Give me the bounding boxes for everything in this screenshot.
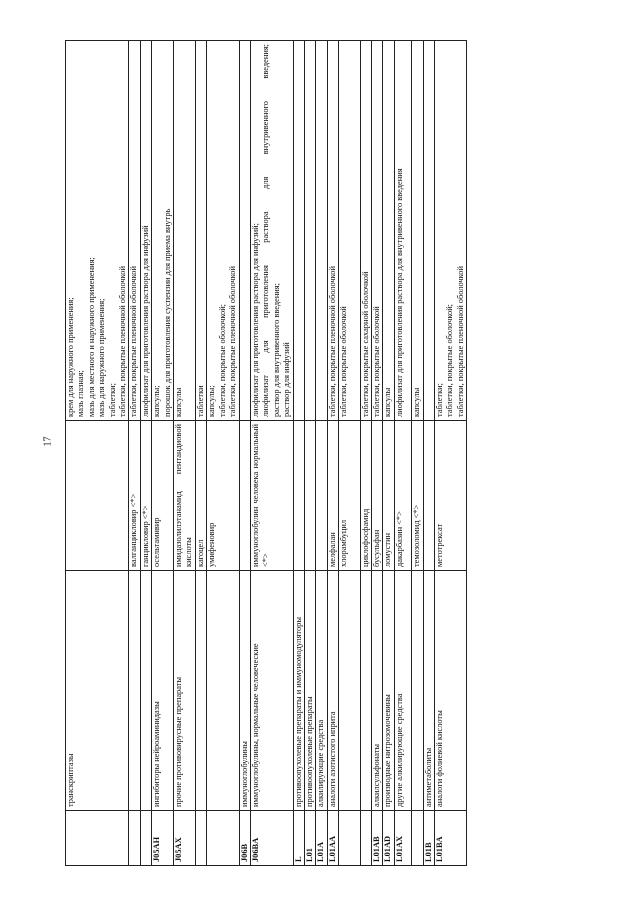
dosage-form-line: таблетки, покрытые оболочкой;: [217, 303, 227, 417]
table-body: [66, 41, 467, 866]
dosage-form-line: лиофилизат для приготовления раствора для инфузий;: [250, 223, 260, 417]
atc-code-cell: [207, 811, 239, 866]
group-name-cell: [360, 571, 371, 811]
drug-name-cell: [293, 421, 304, 571]
drug-name-cell: метотрексат: [435, 421, 467, 571]
dosage-forms-cell: [371, 41, 382, 421]
dosage-forms-cell: [140, 41, 151, 421]
drug-name-cell: [316, 421, 327, 571]
group-name-cell: антиметаболиты: [423, 571, 434, 811]
drug-name-cell: темозоломид <*>: [412, 421, 423, 571]
atc-code-cell: J06BA: [250, 811, 293, 866]
dosage-forms-cell: [339, 41, 360, 421]
group-name-cell: аналоги фолиевой кислоты: [435, 571, 467, 811]
atc-code-cell: L: [293, 811, 304, 866]
group-name-cell: иммуноглобулины: [239, 571, 250, 811]
dosage-form-line: лиофилизат для приготовления раствора для внутривенного введения: [394, 168, 404, 417]
dosage-form-line: капсулы;: [207, 385, 217, 417]
dosage-form-line: таблетки: [195, 385, 205, 417]
dosage-form-line: таблетки, покрытые оболочкой: [339, 306, 349, 417]
group-name-cell: иммуноглобулины, нормальные человеческие: [250, 571, 293, 811]
dosage-forms-cell: [174, 41, 196, 421]
dosage-form-line: лиофилизат для приготовления раствора для инфузий: [140, 225, 150, 417]
dosage-form-line: капсулы: [412, 387, 422, 417]
page-number: 17: [42, 436, 54, 447]
dosage-form-line: мазь глазная;: [76, 370, 86, 417]
atc-code-cell: [66, 811, 129, 866]
dosage-form-line: таблетки, покрытые пленочной оболочкой: [118, 266, 128, 417]
table-row: [250, 41, 293, 866]
dosage-forms-cell: [394, 41, 411, 421]
dosage-form-line: раствор для инфузий: [282, 342, 292, 417]
atc-code-cell: [195, 811, 206, 866]
group-name-cell: другие алкилирующие средства: [394, 571, 411, 811]
table-row: [360, 41, 371, 866]
table-row: [412, 41, 423, 866]
dosage-form-line: капсулы;: [152, 385, 162, 417]
group-name-cell: [140, 571, 151, 811]
table-row: [129, 41, 140, 866]
drug-name-cell: ганцикловир <*>: [140, 421, 151, 571]
group-name-cell: ингибиторы нейроаминидазы: [152, 571, 174, 811]
atc-code-cell: L01A: [316, 811, 327, 866]
dosage-forms-cell: [239, 41, 250, 421]
drug-name-cell: [66, 421, 129, 571]
dosage-form-line: таблетки, покрытые пленочной оболочкой: [129, 266, 139, 417]
group-name-cell: аналоги азотистого иприта: [327, 571, 338, 811]
drug-name-cell: осельтамивир: [152, 421, 174, 571]
group-name-cell: [412, 571, 423, 811]
drug-name-cell: дакарбазин <*>: [394, 421, 411, 571]
group-name-cell: алкилирующие средства: [316, 571, 327, 811]
group-name-cell: транскриптазы: [66, 571, 129, 811]
dosage-forms-cell: [435, 41, 467, 421]
drug-name-cell: имидазолилэтанамид пентандиовой кислоты: [174, 421, 196, 571]
atc-code-cell: L01AX: [394, 811, 411, 866]
drug-classification-table: [65, 40, 467, 866]
atc-code-cell: [360, 811, 371, 866]
drug-name-cell: иммуноглобулин человека нормальный <*>: [250, 421, 293, 571]
table-row: [423, 41, 434, 866]
atc-code-cell: L01AB: [371, 811, 382, 866]
table-row: [394, 41, 411, 866]
dosage-form-line: таблетки, покрытые оболочкой;: [445, 303, 455, 417]
drug-name-cell: [239, 421, 250, 571]
drug-name-cell: умифеновир: [207, 421, 239, 571]
table-row: [174, 41, 196, 866]
drug-name-cell: [423, 421, 434, 571]
atc-code-cell: L01AD: [383, 811, 394, 866]
dosage-forms-cell: [207, 41, 239, 421]
atc-code-cell: L01AA: [327, 811, 338, 866]
table-row: [66, 41, 129, 866]
drug-name-cell: валганцикловир <*>: [129, 421, 140, 571]
dosage-form-line: крем для наружного применения;: [66, 297, 75, 417]
table-row: [435, 41, 467, 866]
group-name-cell: [207, 571, 239, 811]
group-name-cell: противоопухолевые препараты и иммуномодуляторы: [293, 571, 304, 811]
group-name-cell: [195, 571, 206, 811]
group-name-cell: производные нитрозомочевины: [383, 571, 394, 811]
dosage-forms-cell: [250, 41, 293, 421]
atc-code-cell: J06B: [239, 811, 250, 866]
table-row: [316, 41, 327, 866]
dosage-form-line: таблетки;: [107, 383, 117, 417]
dosage-forms-cell: [383, 41, 394, 421]
group-name-cell: алкилсульфонаты: [371, 571, 382, 811]
group-name-cell: [129, 571, 140, 811]
dosage-forms-cell: [360, 41, 371, 421]
atc-code-cell: [129, 811, 140, 866]
group-name-cell: противоопухолевые препараты: [304, 571, 315, 811]
dosage-forms-cell: [195, 41, 206, 421]
dosage-form-line: таблетки, покрытые пленочной оболочкой: [455, 266, 465, 417]
dosage-form-line: раствор для внутривенного введения;: [271, 283, 281, 417]
dosage-forms-cell: [327, 41, 338, 421]
dosage-form-line: капсулы: [383, 387, 393, 417]
dosage-forms-cell: [293, 41, 304, 421]
drug-name-cell: бусульфан: [371, 421, 382, 571]
dosage-forms-cell: [316, 41, 327, 421]
table-row: [327, 41, 338, 866]
dosage-form-line: капсулы: [174, 387, 184, 417]
drug-name-cell: ломустин: [383, 421, 394, 571]
dosage-form-line: мазь для наружного применения;: [97, 298, 107, 417]
dosage-form-line: таблетки, покрытые оболочкой: [371, 306, 381, 417]
drug-name-cell: мелфалан: [327, 421, 338, 571]
dosage-form-line: таблетки, покрытые пленочной оболочкой: [327, 266, 337, 417]
rotated-table-wrapper: [65, 41, 549, 866]
table-row: [304, 41, 315, 866]
dosage-form-line: порошок для приготовления суспензии для приема внутрь: [162, 208, 172, 417]
table-row: [152, 41, 174, 866]
table-row: [207, 41, 239, 866]
group-name-cell: [339, 571, 360, 811]
table-row: [140, 41, 151, 866]
atc-code-cell: [339, 811, 360, 866]
drug-name-cell: циклофосфамид: [360, 421, 371, 571]
table-row: [339, 41, 360, 866]
table-row: [371, 41, 382, 866]
drug-name-cell: кагоцел: [195, 421, 206, 571]
group-name-cell: прочие противовирусные препараты: [174, 571, 196, 811]
dosage-form-line: таблетки, покрытые пленочной оболочкой: [228, 266, 238, 417]
atc-code-cell: L01: [304, 811, 315, 866]
atc-code-cell: J05AH: [152, 811, 174, 866]
dosage-forms-cell: [129, 41, 140, 421]
dosage-forms-cell: [412, 41, 423, 421]
atc-code-cell: L01B: [423, 811, 434, 866]
atc-code-cell: L01BA: [435, 811, 467, 866]
drug-name-cell: хлорамбуцил: [339, 421, 360, 571]
dosage-form-line: лиофилизат для приготовления раствора для внутривенного введения;: [261, 44, 271, 417]
table-row: [195, 41, 206, 866]
table-row: [293, 41, 304, 866]
atc-code-cell: [412, 811, 423, 866]
dosage-form-line: таблетки, покрытые сахарной оболочкой: [360, 271, 370, 417]
dosage-forms-cell: [152, 41, 174, 421]
dosage-forms-cell: [423, 41, 434, 421]
atc-code-cell: J05AX: [174, 811, 196, 866]
atc-code-cell: [140, 811, 151, 866]
table-row: [239, 41, 250, 866]
dosage-forms-cell: [304, 41, 315, 421]
drug-name-cell: [304, 421, 315, 571]
dosage-form-line: таблетки;: [435, 383, 444, 417]
dosage-form-line: мазь для местного и наружного применения;: [86, 257, 96, 417]
table-row: [383, 41, 394, 866]
dosage-forms-cell: [66, 41, 129, 421]
